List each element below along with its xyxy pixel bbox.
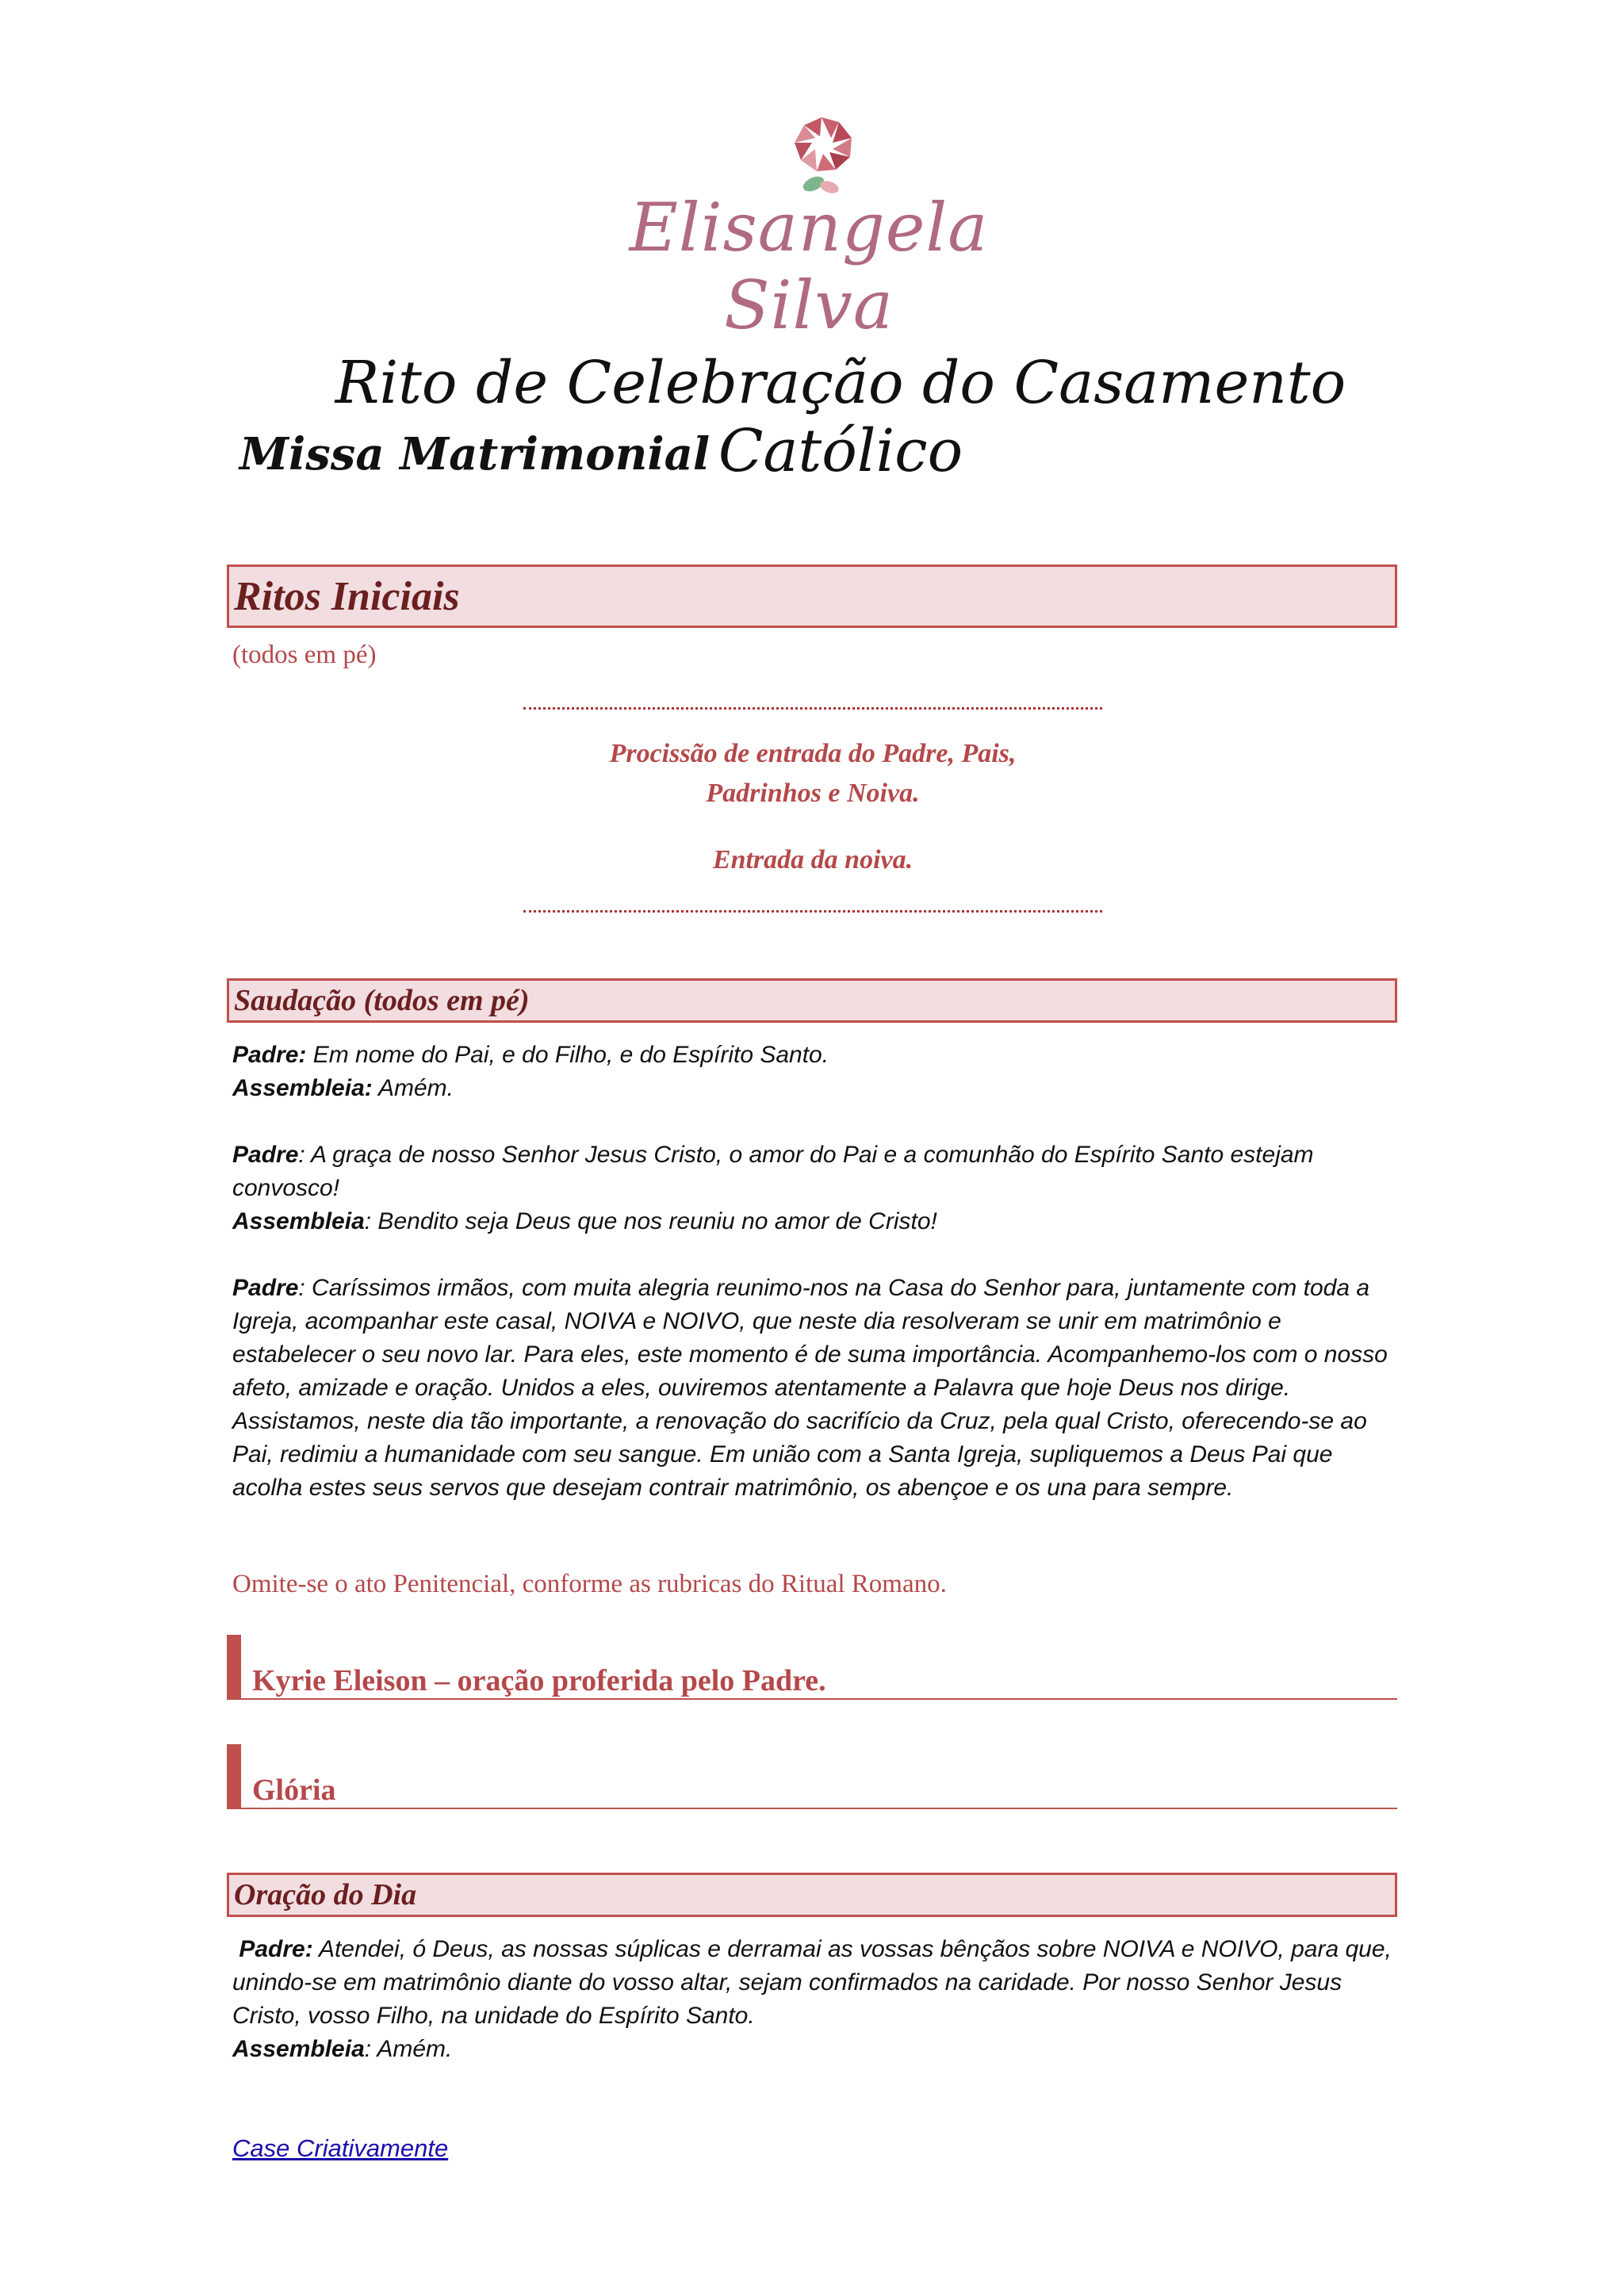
speaker: Assembleia: (232, 1075, 373, 1101)
flower-camera-icon (783, 111, 860, 197)
oracao-dialog (232, 1933, 1398, 2066)
speaker: Assembleia (232, 2036, 365, 2062)
procissao-line-3: Entrada da noiva. (712, 845, 914, 874)
speaker: Assembleia (232, 1208, 365, 1234)
speech: : Bendito seja Deus que nos reuniu no amor de Cristo! (364, 1208, 937, 1234)
speaker: Padre (232, 1142, 299, 1168)
speech: : A graça de nosso Senhor Jesus Cristo, o amor do Pai e a comunhão do Espírito Santo estejam convosco! (232, 1142, 1314, 1201)
speaker: Padre: (232, 1042, 307, 1068)
heading-gloria (227, 1744, 1397, 1809)
page-subtitle: Missa Matrimonial (239, 428, 710, 480)
heading-oracao-do-dia: Oração do Dia (227, 1873, 1397, 1917)
procissao-line-2: Padrinhos e Noiva. (706, 779, 920, 808)
heading-accent-bar (227, 1635, 241, 1698)
heading-kyrie (227, 1635, 1397, 1700)
saudacao-dialog-1 (232, 1039, 1398, 1105)
heading-accent-bar (227, 1744, 241, 1808)
logo-text: Elisangela Silva (629, 189, 989, 344)
note-ato-penitencial: Omite-se o ato Penitencial, conforme as rubricas do Ritual Romano. (232, 1570, 947, 1598)
heading-saudacao: Saudação (todos em pé) (227, 978, 1397, 1023)
speech: Amém. (372, 1075, 454, 1101)
speaker: Padre (232, 1275, 299, 1301)
speaker: Padre: (239, 1936, 313, 1962)
page-title: Rito de Celebração do Casamento Católico (335, 349, 1346, 485)
divider-top (523, 707, 1102, 710)
note-todos-em-pe: (todos em pé) (232, 641, 377, 669)
speech: Em nome do Pai, e do Filho, e do Espírito Santo. (306, 1042, 829, 1068)
speech: Atendei, ó Deus, as nossas súplicas e derramai as vossas bênçãos sobre NOIVA e NOIVO, para que, unindo-se em matrimônio diante do vosso altar, sejam confirmados na caridade. Por nosso Senhor Jesus Cristo, vosso Filho, na unidade do Espírito Santo. (232, 1936, 1392, 2029)
heading-gloria-text: Glória (252, 1774, 336, 1807)
speech: : Caríssimos irmãos, com muita alegria reunimo-nos na Casa do Senhor para, juntamente com toda a Igreja, acompanhar este casal, NOIVA e NOIVO, que neste dia resolveram se unir em matrimônio e estabelecer o seu novo lar. Para eles, este momento é de suma importância. Acompanhemo-los com o nosso afeto, amizade e oração. Unidos a eles, ouviremos atentamente a Palavra que hoje Deus nos dirige. Assistamos, neste dia tão importante, a renovação do sacrifício da Cruz, pela qual Cristo, oferecendo-se ao Pai, redimiu a humanidade com seu sangue. Em união com a Santa Igreja, supliquemos a Deus Pai que acolha estes seus servos que desejam contrair matrimônio, os abençoe e os una para sempre. (232, 1275, 1388, 1501)
heading-kyrie-text: Kyrie Eleison – oração proferida pelo Padre. (252, 1664, 826, 1697)
saudacao-dialog-2 (232, 1138, 1398, 1238)
speech: : Amém. (364, 2036, 453, 2062)
saudacao-dialog-3 (232, 1272, 1398, 1505)
divider-bottom (523, 910, 1102, 913)
heading-ritos-iniciais: Ritos Iniciais (227, 564, 1397, 628)
procissao-line-1: Procissão de entrada do Padre, Pais, (609, 739, 1017, 768)
footer-link-case-criativamente[interactable]: Case Criativamente (232, 2134, 449, 2162)
